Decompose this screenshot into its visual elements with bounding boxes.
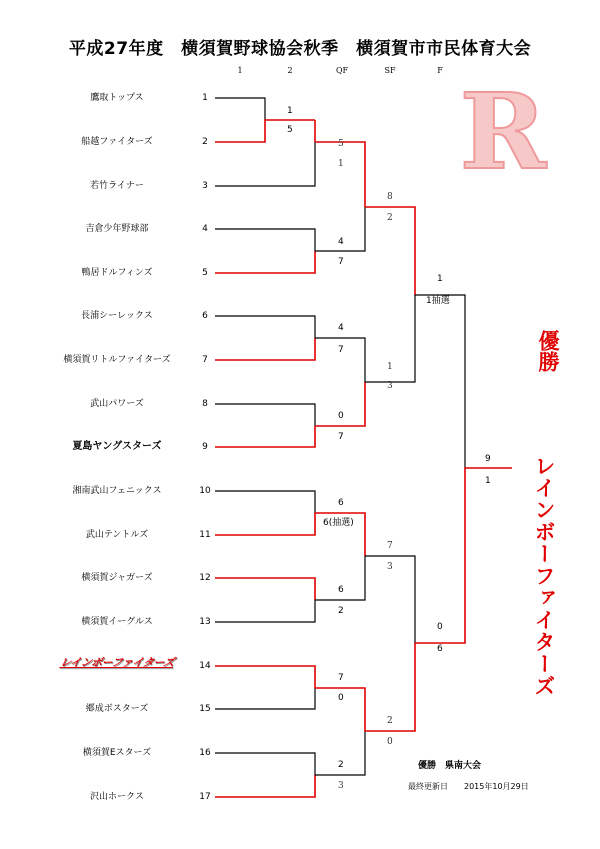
seed-number: 7 [202,355,208,365]
score: 3 [387,381,393,391]
score: 5 [287,125,293,135]
score: 7 [387,541,393,551]
team-name: 横須賀リトルファイターズ [63,355,171,365]
bracket-line [215,251,315,273]
team-name: 夏島ヤングスターズ [72,441,162,452]
seed-number: 8 [202,399,208,409]
seed-number: 14 [199,661,211,671]
score: 1抽選 [426,296,450,306]
team-name: 鴨居ドルフィンズ [81,268,153,278]
team-name: 長浦シーレックス [81,311,153,321]
score: 7 [338,257,344,267]
round-header-1: 1 [237,66,243,75]
seed-number: 15 [199,704,211,714]
bracket-line [415,295,465,468]
score: 6 [437,644,443,654]
score: 1 [437,274,443,284]
score: 3 [338,781,344,791]
team-name: 横須賀ジャガーズ [81,573,153,583]
champion-name: レインボーファイターズ [532,455,556,697]
score: 6 [338,498,344,508]
bracket-line [215,688,315,709]
score: 0 [387,737,393,747]
last-updated: 最終更新日 2015年10月29日 [408,782,529,791]
seed-number: 1 [202,93,208,103]
score: 2 [387,716,393,726]
page-title: 平成27年度 横須賀野球協会秋季 横須賀市市民体育大会 [68,39,532,59]
bracket-line [215,753,315,775]
seed-number: 13 [199,617,211,627]
emblem-letter: R [459,72,547,190]
bracket-line [215,426,315,447]
round-header-f: F [437,66,443,75]
score: 7 [338,432,344,442]
seed-number: 16 [199,748,211,758]
seed-number: 17 [199,792,211,802]
round-header-2: 2 [287,66,293,75]
bracket-line [415,468,512,643]
score: 6(抽選) [323,518,354,528]
score: 0 [437,622,443,632]
score: 0 [338,693,344,703]
score: 1 [485,476,491,486]
bracket-line [215,316,315,338]
score: 7 [338,345,344,355]
seed-number: 12 [199,573,211,583]
bracket-line [215,578,315,600]
score: 5 [338,139,344,149]
team-name: 横須賀イーグルス [81,617,153,627]
bracket-line [215,491,315,513]
bracket-line [315,142,365,207]
bracket-line [215,404,315,426]
seed-number: 3 [202,181,208,191]
team-name: 武山テントルズ [85,530,149,540]
bracket-line [215,600,315,622]
score: 2 [387,213,393,223]
footer-note: 優勝 県南大会 [418,761,482,771]
score: 7 [338,673,344,683]
team-name: 沢山ホークス [90,792,144,802]
bracket-line [215,98,265,120]
score: 1 [387,362,393,372]
score: 4 [338,323,344,333]
winner-heading: 優勝 [536,330,560,372]
bracket-line [215,229,315,251]
bracket-line [215,120,315,142]
seed-number: 11 [199,530,211,540]
team-name: 湘南武山フェニックス [72,486,162,496]
score: 1 [287,106,293,116]
team-name: 鄕成ボスターズ [85,704,149,714]
team-name: 鷹取トップス [90,93,144,103]
team-name: 吉倉少年野球部 [85,224,149,234]
team-name: 船越ファイターズ [81,137,153,147]
seed-number: 9 [202,442,208,452]
seed-number: 6 [202,311,208,321]
seed-number: 4 [202,224,208,234]
seed-number: 10 [199,486,211,496]
score: 4 [338,237,344,247]
score: 1 [338,159,344,169]
score: 0 [338,411,344,421]
team-name: 横須賀Eスターズ [82,748,152,758]
seed-number: 2 [202,137,208,147]
score: 6 [338,585,344,595]
score: 3 [387,562,393,572]
score: 8 [387,192,393,202]
score: 9 [485,454,491,464]
bracket-line [215,666,315,688]
champion-team-logo-text: レインボーファイターズ [58,656,176,669]
bracket-line [215,164,315,186]
seed-number: 5 [202,268,208,278]
bracket-line [215,338,315,360]
team-name: 若竹ライナー [90,181,144,191]
score: 2 [338,760,344,770]
round-header-sf: SF [384,66,396,75]
round-header-qf: QF [335,66,349,75]
team-name: 武山パワーズ [90,399,144,409]
score: 2 [338,606,344,616]
bracket-line [215,775,315,797]
bracket-line [215,513,315,535]
